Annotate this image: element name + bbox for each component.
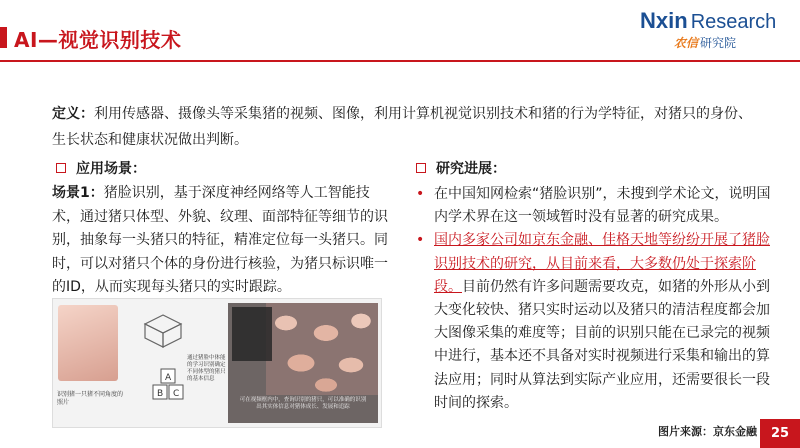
pig-photo (58, 305, 118, 381)
pig-face-recognition-figure (52, 298, 382, 428)
research-heading (416, 158, 506, 178)
scene-label: 场景1： (52, 185, 104, 201)
abc-blocks-icon (151, 365, 187, 405)
figure-caption-2: 通过猪脸中体能的学习识别确定不同体型的猪只的基本信息 (187, 355, 226, 382)
image-source-note: 图片来源：京东金融 (658, 425, 757, 438)
logo-wordmark (640, 8, 776, 34)
research-progress-list (412, 183, 782, 415)
research-bullet-2 (412, 229, 782, 415)
scene-text: 猪脸识别，基于深度神经网络等人工智能技术，通过猪只体型、外貌、纹理、面部特征等细节的识别，抽象每一头猪只的特征，精准定位每一头猪只。同时，可以对猪只个体的身份进行核验，为猪只标识唯一的ID，从而实现每头猪只的实时跟踪。 (52, 185, 388, 295)
research-bullet-1-text: 在中国知网检索“猪脸识别”，未搜到学术论文，说明国内学术界在这一领域暂时没有显著的研究成果。 (434, 186, 771, 226)
title-divider (0, 60, 800, 62)
pig-crowd-image (266, 303, 378, 395)
research-bullet-2-text: 目前仍然有许多问题需要攻克，如猪的外形从小到大变化较快、猪只实时运动以及猪只的清洁程度都会加大图像采集的难度等；目前的识别只能在已录完的视频中进行，基本还不具备对实时视频进行采集和输出的算法应用；同时从算法到实际产业应用，还需要很长一段时间的探索。 (434, 278, 770, 411)
definition-text: 利用传感器、摄像头等采集猪的视频、图像，利用计算机视觉识别技术和猪的行为学特征，对猪只的身份、生长状态和健康状况做出判断。 (52, 106, 752, 148)
scene-paragraph (52, 182, 392, 300)
application-heading-text: 应用场景： (76, 161, 146, 177)
research-heading-text: 研究进展： (436, 161, 506, 177)
svg-text:B: B (157, 389, 164, 399)
logo-prefix: Nxin (640, 8, 688, 33)
logo-subtitle (674, 34, 736, 51)
figure-caption-3: 可在视频框内中，查询识别的猪只，可以准确的识别出其实体信息对猪体成长、发展和追踪 (239, 397, 367, 410)
svg-text:A: A (165, 373, 172, 383)
svg-text:C: C (173, 389, 180, 399)
logo-sub-brand: 农信 (674, 36, 699, 50)
figure-caption-1: 识别猪一只猪不同角度的照片 (57, 391, 124, 406)
research-bullet-2-highlight: 国内多家公司如京东金融、佳格天地等纷纷开展了猪脸识别技术的研究，从目前来看，大多数仍处于探索阶段。 (434, 232, 770, 295)
definition-paragraph (52, 101, 762, 153)
logo-sub-name: 研究院 (700, 36, 737, 50)
info-overlay-panel (232, 307, 272, 361)
nxin-research-logo (640, 8, 795, 52)
pig-herd-photo (228, 303, 378, 423)
logo-suffix: Research (690, 11, 777, 33)
application-heading (56, 158, 146, 178)
square-bullet-icon (56, 163, 66, 173)
research-bullet-1 (412, 183, 782, 229)
page-title: AI—视觉识别技术 (14, 28, 182, 52)
square-bullet-icon (416, 163, 426, 173)
cube-diagram-icon (141, 313, 185, 349)
title-accent-bar (0, 27, 7, 48)
page-number: 25 (760, 419, 800, 448)
definition-label: 定义： (52, 106, 94, 122)
